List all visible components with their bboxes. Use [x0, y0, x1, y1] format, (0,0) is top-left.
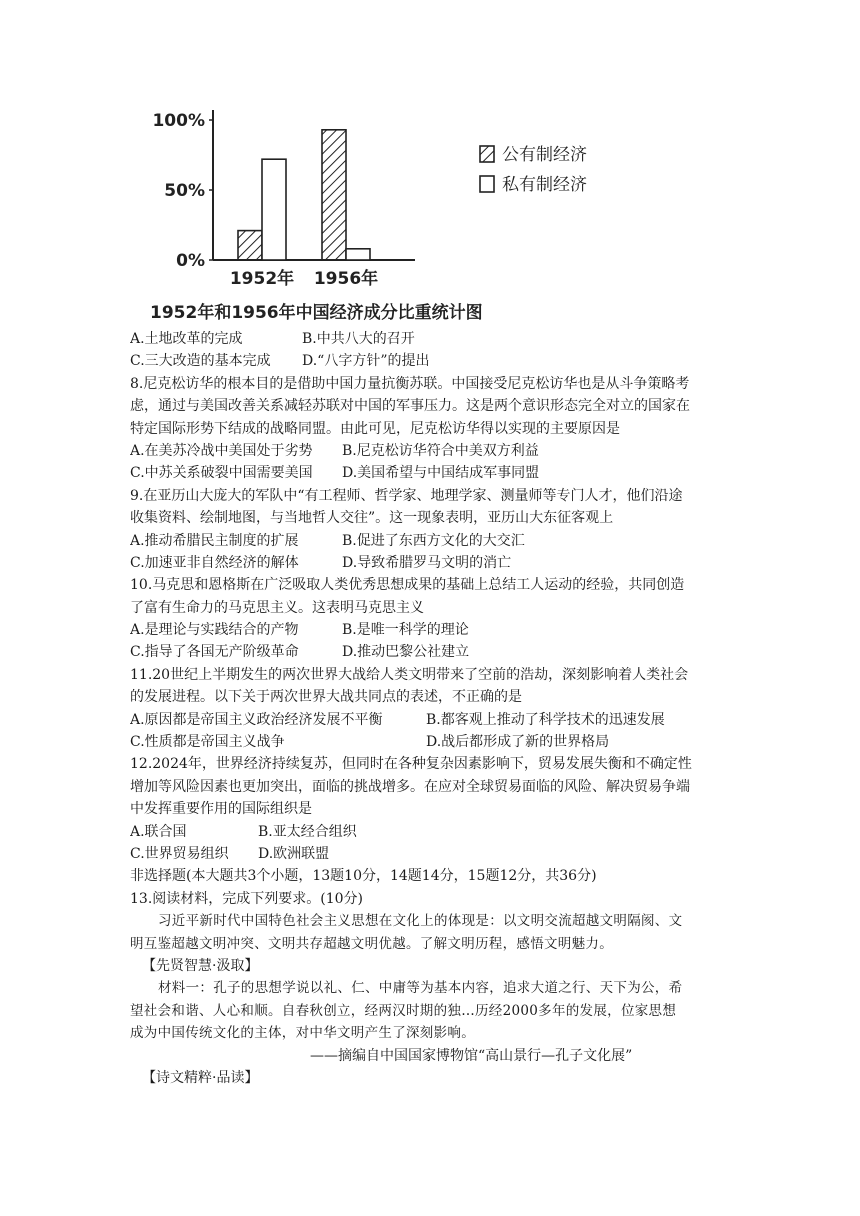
q8-stem-line3: 特定国际形势下结成的战略同盟。由此可见，尼克松访华得以实现的主要原因是 — [130, 420, 620, 437]
q10-options-row2 — [130, 641, 740, 663]
q12-option-a[interactable]: A.联合国 — [130, 823, 187, 840]
part1-heading: 【先贤智慧·汲取】 — [142, 957, 259, 974]
q8-stem-line2: 虑，通过与美国改善关系减轻苏联对中国的军事压力。这是两个意识形态完全对立的国家在 — [130, 398, 690, 415]
bar-chart — [150, 98, 590, 328]
legend-swatch-public — [480, 146, 494, 162]
q10-options-row1 — [130, 619, 740, 641]
q7-option-c[interactable]: C.三大改造的基本完成 — [130, 353, 271, 370]
q9-option-b[interactable]: B.促进了东西方文化的大交汇 — [342, 532, 525, 549]
q13-title: 13.阅读材料，完成下列要求。(10分) — [130, 890, 364, 907]
q10-option-b[interactable]: B.是唯一科学的理论 — [342, 622, 469, 639]
question-text — [130, 328, 740, 1089]
x-tick-label: 1952年 — [229, 269, 295, 289]
q8-stem-line1: 8.尼克松访华的根本目的是借助中国力量抗衡苏联。中国接受尼克松访华也是从斗争策略考 — [130, 375, 690, 392]
q9-options-row2 — [130, 552, 740, 574]
q12-stem-line3: 中发挥重要作用的国际组织是 — [130, 801, 312, 818]
q11-stem-line1: 11.20世纪上半期发生的两次世界大战给人类文明带来了空前的浩劫，深刻影响着人类社会 — [130, 666, 689, 683]
q12-option-d[interactable]: D.欧洲联盟 — [258, 845, 330, 862]
q8-options-row1 — [130, 440, 740, 462]
q11-options-row2 — [130, 731, 740, 753]
intro-line1: 习近平新时代中国特色社会主义思想在文化上的体现是：以文明交流超越文明隔阂、文 — [158, 913, 683, 930]
q11-option-c[interactable]: C.性质都是帝国主义战争 — [130, 734, 285, 751]
q10-option-c[interactable]: C.指导了各国无产阶级革命 — [130, 644, 299, 661]
economy-share-chart — [150, 98, 590, 328]
q8-options-row2 — [130, 462, 740, 484]
q12-stem-line1: 12.2024年，世界经济持续复苏，但同时在各种复杂因素影响下，贸易发展失衡和不确定性 — [130, 756, 692, 773]
y-tick-label: 50% — [164, 181, 205, 201]
q10-stem-line2: 了富有生命力的马克思主义。这表明马克思主义 — [130, 599, 424, 616]
legend-label-private: 私有制经济 — [502, 175, 587, 195]
q9-option-d[interactable]: D.导致希腊罗马文明的消亡 — [342, 554, 512, 571]
bar-private-0 — [262, 159, 286, 260]
q11-option-b[interactable]: B.都客观上推动了科学技术的迅速发展 — [426, 711, 665, 728]
q9-option-a[interactable]: A.推动希腊民主制度的扩展 — [130, 532, 299, 549]
q9-options-row1 — [130, 530, 740, 552]
q9-stem-line2: 收集资料、绘制地图，与当地哲人交往”。这一现象表明，亚历山大东征客观上 — [130, 510, 614, 527]
q12-options-row1 — [130, 821, 740, 843]
q10-option-a[interactable]: A.是理论与实践结合的产物 — [130, 622, 299, 639]
q7-option-d[interactable]: D.“八字方针”的提出 — [302, 353, 430, 370]
q8-option-b[interactable]: B.尼克松访华符合中美双方利益 — [342, 442, 539, 459]
q11-options-row1 — [130, 709, 740, 731]
q10-option-d[interactable]: D.推动巴黎公社建立 — [342, 644, 470, 661]
q8-option-c[interactable]: C.中苏关系破裂中国需要美国 — [130, 465, 313, 482]
q7-options-row2 — [130, 350, 740, 372]
part2-heading: 【诗文精粹·品读】 — [142, 1069, 259, 1086]
q9-option-c[interactable]: C.加速亚非自然经济的解体 — [130, 554, 299, 571]
material1-source: ——摘编自中国国家博物馆“高山景行—孔子文化展” — [310, 1047, 633, 1064]
q8-option-a[interactable]: A.在美苏冷战中美国处于劣势 — [130, 442, 313, 459]
intro-line2: 明互鉴超越文明冲突、文明共存超越文明优越。了解文明历程，感悟文明魅力。 — [130, 935, 613, 952]
q11-stem-line2: 的发展进程。以下关于两次世界大战共同点的表述，不正确的是 — [130, 689, 522, 706]
q8-option-d[interactable]: D.美国希望与中国结成军事同盟 — [342, 465, 540, 482]
chart-title: 1952年和1956年中国经济成分比重统计图 — [150, 303, 483, 323]
material1-line2: 望社会和谐、人心和顺。自春秋创立，经两汉时期的独…历经2000多年的发展，位家思想 — [130, 1002, 677, 1019]
legend-swatch-private — [480, 176, 494, 192]
q9-stem-line1: 9.在亚历山大庞大的军队中“有工程师、哲学家、地理学家、测量师等专门人才，他们沿途 — [130, 487, 683, 504]
q7-options-row1 — [130, 328, 740, 350]
q11-option-a[interactable]: A.原因都是帝国主义政治经济发展不平衡 — [130, 711, 383, 728]
material1-line3: 成为中国传统文化的主体，对中华文明产生了深刻影响。 — [130, 1025, 475, 1042]
material1-line1: 材料一：孔子的思想学说以礼、仁、中庸等为基本内容，追求大道之行、天下为公，希 — [158, 980, 683, 997]
section-heading: 非选择题(本大题共3个小题，13题10分，14题14分，15题12分，共36分) — [130, 868, 597, 885]
bar-public-1 — [322, 130, 346, 260]
x-tick-label: 1956年 — [313, 269, 379, 289]
q12-option-c[interactable]: C.世界贸易组织 — [130, 845, 229, 862]
legend-label-public: 公有制经济 — [502, 145, 587, 165]
y-tick-label: 100% — [152, 111, 205, 131]
q12-stem-line2: 增加等风险因素也更加突出，面临的挑战增多。在应对全球贸易面临的风险、解决贸易争端 — [130, 778, 690, 795]
q7-option-a[interactable]: A.土地改革的完成 — [130, 331, 243, 347]
y-tick-label: 0% — [176, 251, 205, 271]
q12-option-b[interactable]: B.亚太经合组织 — [258, 823, 357, 840]
q7-option-b[interactable]: B.中共八大的召开 — [302, 331, 415, 347]
q12-options-row2 — [130, 843, 740, 865]
bar-public-0 — [238, 231, 262, 260]
q11-option-d[interactable]: D.战后都形成了新的世界格局 — [426, 734, 610, 751]
q10-stem-line1: 10.马克思和恩格斯在广泛吸取人类优秀思想成果的基础上总结工人运动的经验，共同创造 — [130, 577, 685, 594]
bar-private-1 — [346, 249, 370, 260]
